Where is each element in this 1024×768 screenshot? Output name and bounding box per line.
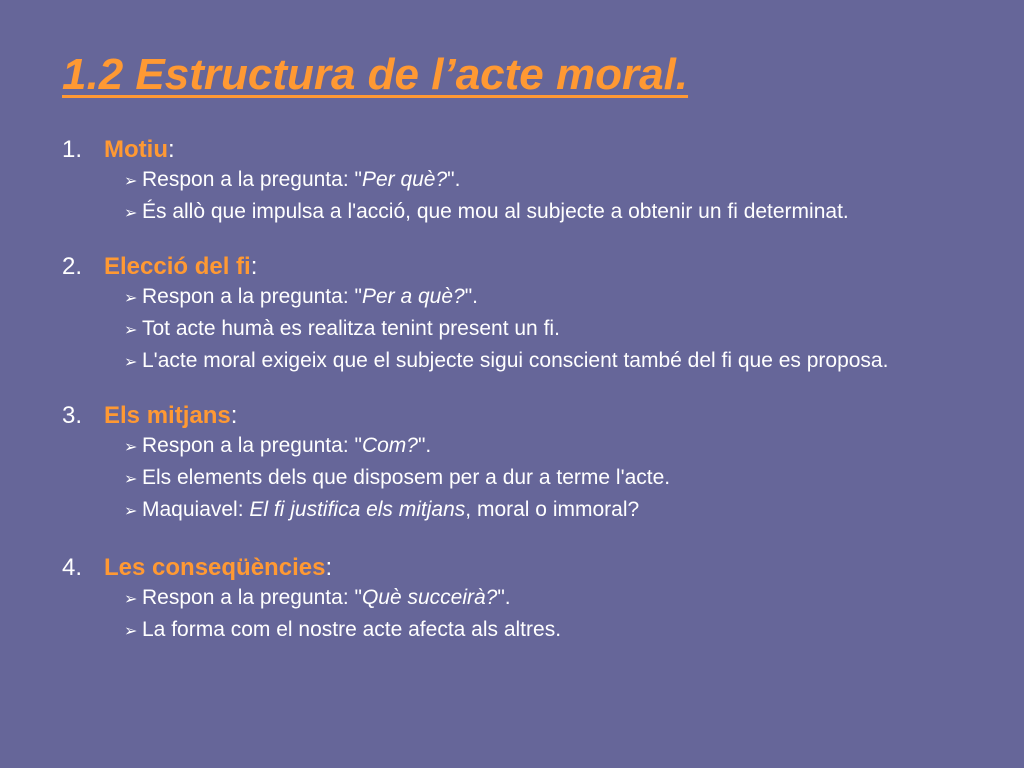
bullet-emphasis: Per què? [361,168,448,191]
bullet-item [62,199,962,226]
section-number: 4. [62,554,83,581]
bullet-text: És allò que impulsa a l'acció, que mou al subjecte a obtenir un fi determinat. [142,200,849,223]
bullet-list [62,433,962,524]
bullet-item [62,617,962,644]
section-name: Els mitjans [104,402,231,429]
section-heading [62,553,962,583]
bullet-text: Respon a la pregunta: " [142,434,362,457]
bullet-text-end: ". [417,434,432,457]
arrow-bullet-icon: ➢ [124,322,138,339]
section-number: 1. [62,136,83,163]
section-name: Elecció del fi [104,253,251,280]
section-number: 2. [62,253,83,280]
arrow-bullet-icon: ➢ [124,503,138,520]
bullet-item [62,316,962,343]
bullet-item [62,167,962,194]
bullet-item [62,497,962,524]
section-colon: : [325,554,333,581]
arrow-bullet-icon: ➢ [124,471,138,488]
section-heading [62,135,962,165]
bullet-text: Respon a la pregunta: " [142,285,362,308]
section-name: Les conseqüències [104,554,326,581]
section-les-consequencies [62,553,962,644]
arrow-bullet-icon: ➢ [124,354,138,371]
arrow-bullet-icon: ➢ [124,290,138,307]
bullet-item [62,284,962,311]
bullet-text: Els elements dels que disposem per a dur a terme l'acte. [142,466,671,489]
slide-title: 1.2 Estructura de l’acte moral. [62,50,689,99]
section-heading [62,401,962,431]
bullet-text: Tot acte humà es realitza tenint present un fi. [142,317,560,340]
bullet-list [62,167,962,226]
bullet-emphasis: Per a què? [361,285,465,308]
bullet-text: La forma com el nostre acte afecta als altres. [142,618,562,641]
bullet-item [62,433,962,460]
bullet-emphasis: Què succeirà? [361,586,498,609]
arrow-bullet-icon: ➢ [124,591,138,608]
bullet-item [62,465,962,492]
bullet-list [62,585,962,644]
section-name: Motiu [104,136,168,163]
section-motiu [62,135,962,226]
bullet-text: Maquiavel: [142,498,250,521]
bullet-text-end: ". [447,168,461,191]
arrow-bullet-icon: ➢ [124,439,138,456]
bullet-text: Respon a la pregunta: " [142,168,362,191]
bullet-list [62,284,962,375]
arrow-bullet-icon: ➢ [124,205,138,222]
bullet-text-end: , moral o immoral? [465,498,640,521]
bullet-text-end: ". [497,586,511,609]
section-number: 3. [62,402,83,429]
bullet-text: Respon a la pregunta: " [142,586,362,609]
section-heading [62,252,962,282]
arrow-bullet-icon: ➢ [124,173,138,190]
bullet-item [62,585,962,612]
section-eleccio-del-fi [62,252,962,375]
section-colon: : [167,136,175,163]
section-els-mitjans [62,401,962,524]
section-colon: : [250,253,258,280]
sections-list [62,135,962,670]
arrow-bullet-icon: ➢ [124,623,138,640]
section-colon: : [230,402,238,429]
bullet-text: L'acte moral exigeix que el subjecte sigui conscient també del fi que es proposa. [142,349,889,372]
bullet-item [62,348,962,375]
bullet-emphasis: Com? [361,434,418,457]
bullet-text-end: ". [464,285,478,308]
bullet-emphasis: El fi justifica els mitjans [249,498,466,521]
